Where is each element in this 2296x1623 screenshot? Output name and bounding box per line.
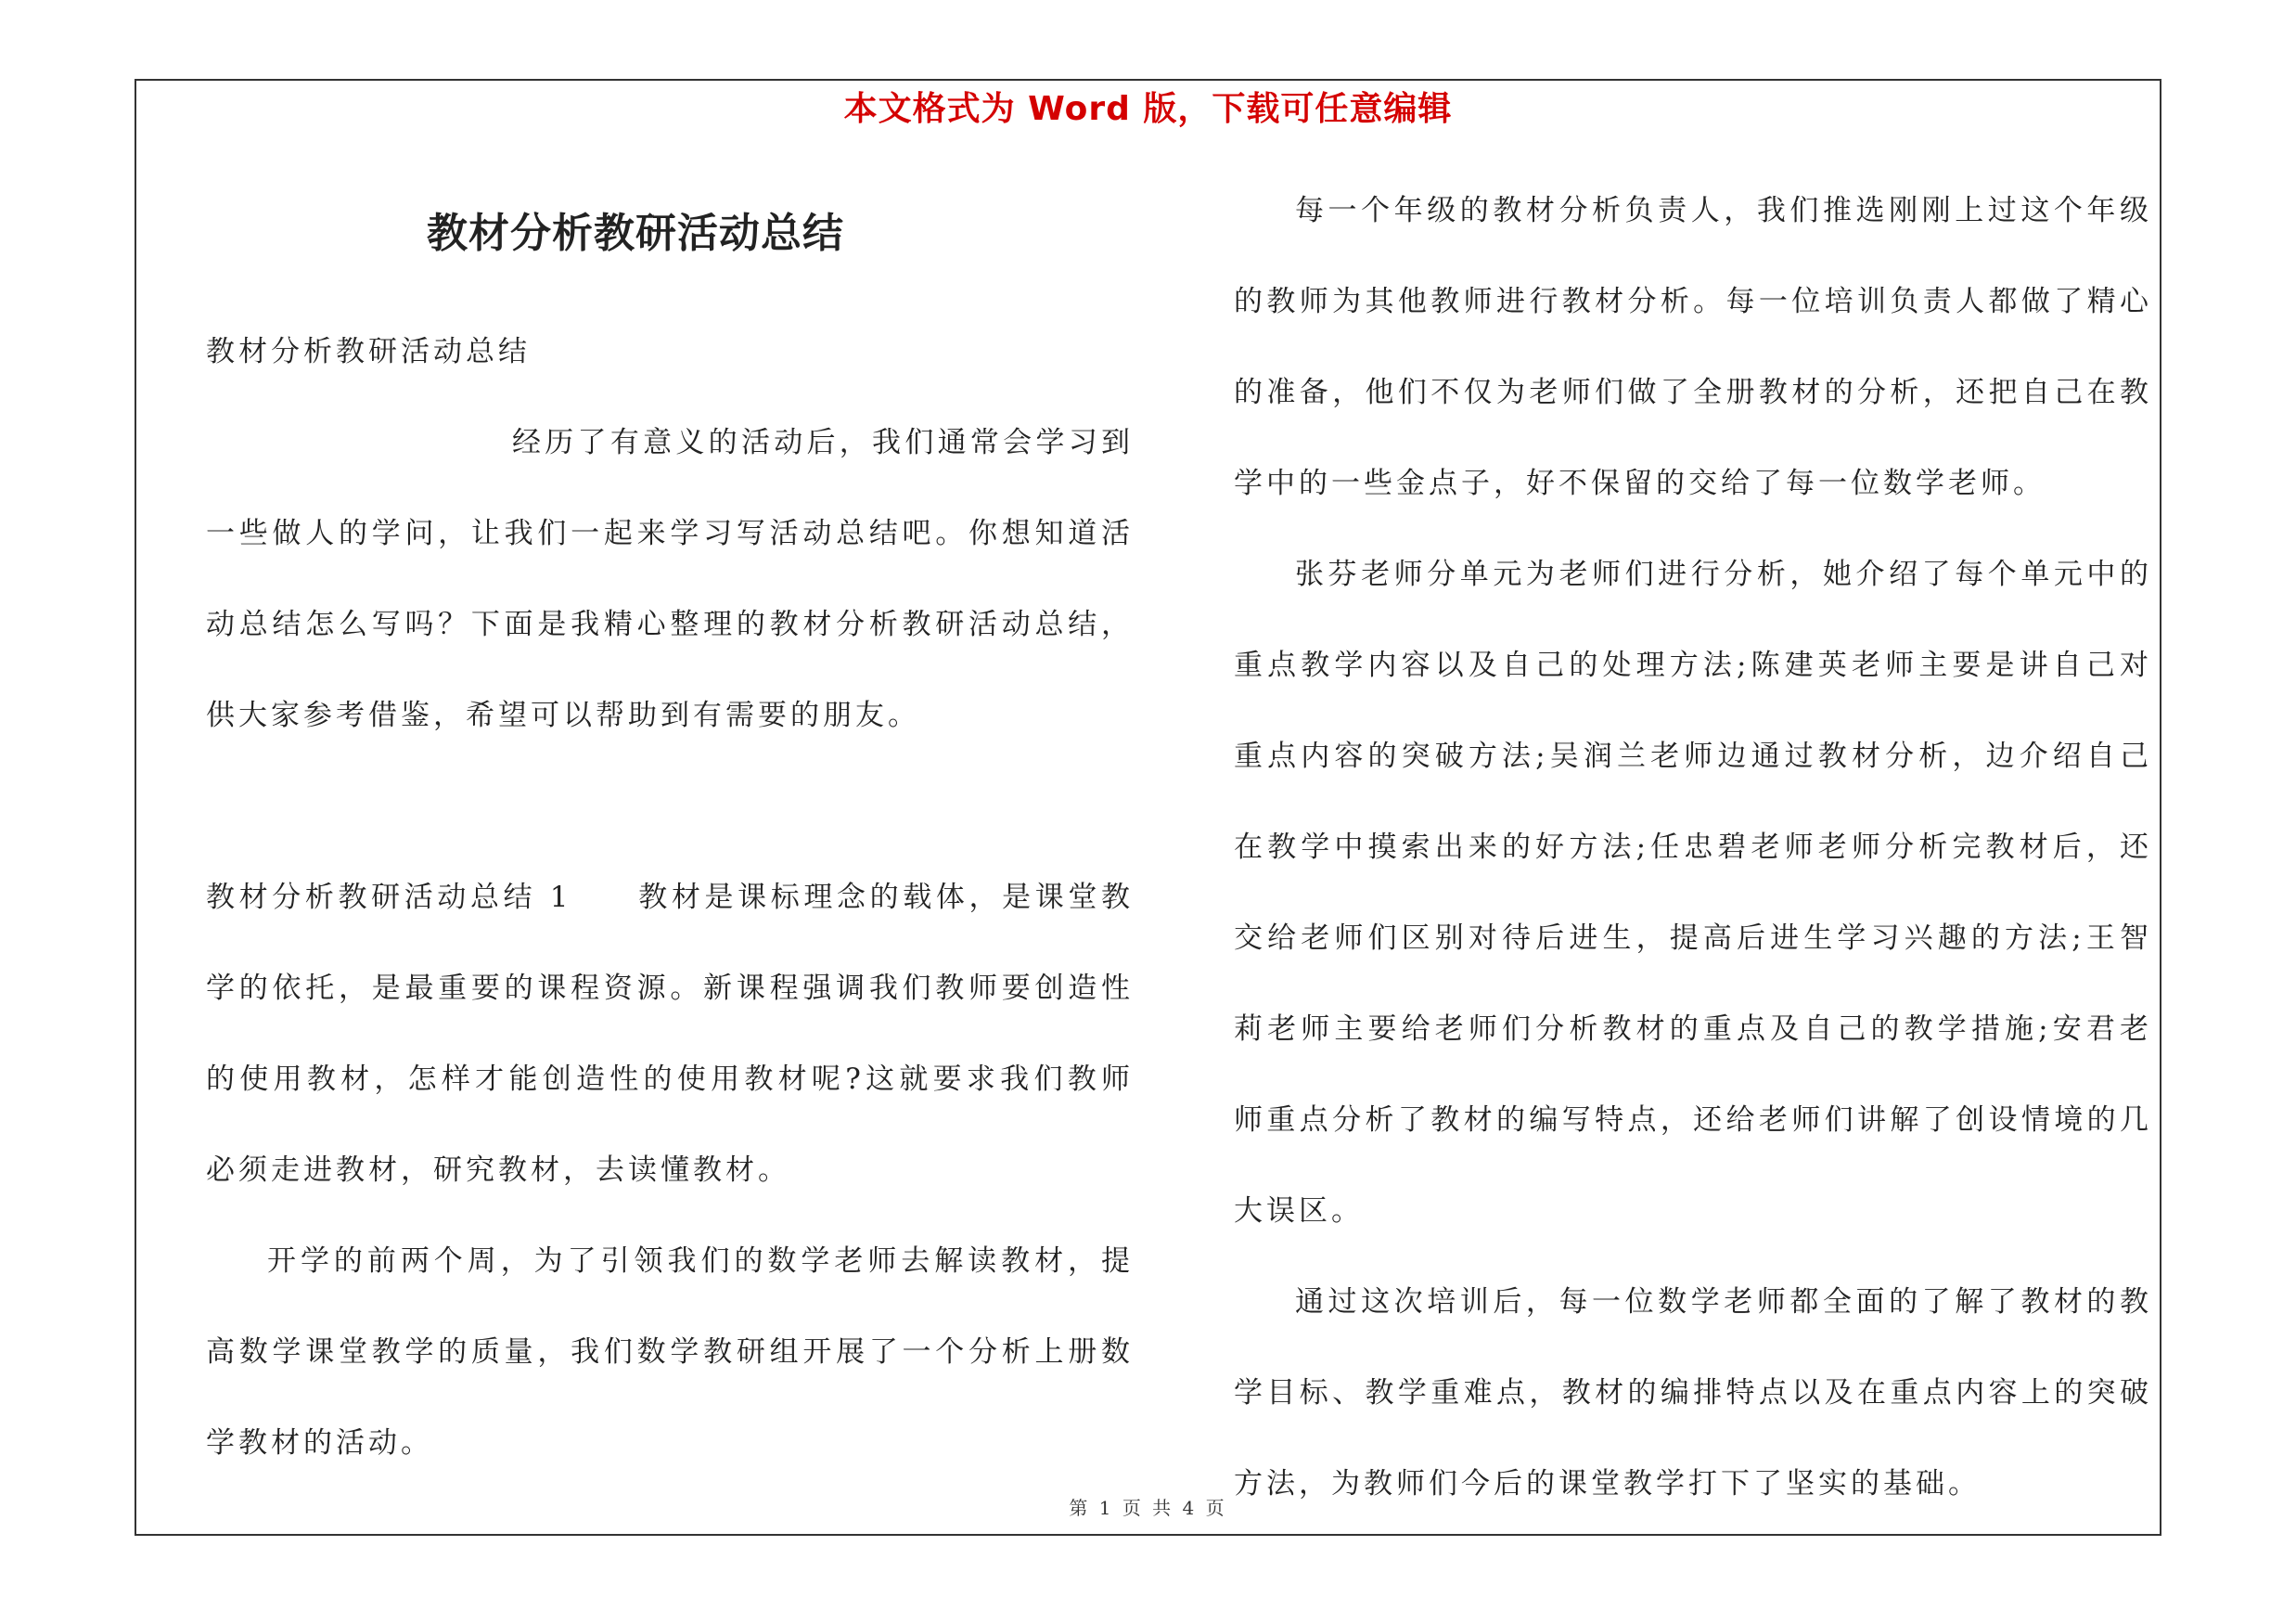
document-title: 教材分析教研活动总结: [427, 210, 844, 257]
left-column: [206, 306, 1134, 1488]
intro-paragraph: 经历了有意义的活动后，我们通常会学习到一些做人的学问，让我们一起来学习写活动总结吧。你想知道活动总结怎么写吗？下面是我精心整理的教材分析教研活动总结，供大家参考借鉴，希望可以帮助到有需要的朋友。: [206, 426, 1134, 732]
teachers-paragraph: 张芬老师分单元为老师们进行分析，她介绍了每个单元中的重点教学内容以及自己的处理方法;陈建英老师主要是讲自己对重点内容的突破方法;吴润兰老师边通过教材分析，边介绍自己在教学中摸索出来的好方法;任忠碧老师老师分析完教材后，还交给老师们区别对待后进生，提高后进生学习兴趣的方法;王智莉老师主要给老师们分析教材的重点及自己的教学措施;安君老师重点分析了教材的编写特点，还给老师们讲解了创设情境的几大误区。: [1234, 558, 2152, 1228]
right-column: [1234, 165, 2152, 1529]
spacer: [206, 761, 1134, 852]
format-banner: 本文格式为 Word 版，下载可任意编辑: [843, 90, 1453, 128]
selection-paragraph: 每一个年级的教材分析负责人，我们推选刚刚上过这个年级的教师为其他教师进行教材分析。每一位培训负责人都做了精心的准备，他们不仅为老师们做了全册教材的分析，还把自己在教学中的一些金点子，好不保留的交给了每一位数学老师。: [1234, 194, 2152, 500]
section-1-paragraph: 教材分析教研活动总结 1 教材是课标理念的载体，是课堂教学的依托，是最重要的课程资源。新课程强调我们教师要创造性的使用教材，怎样才能创造性的使用教材呢?这就要求我们教师必须走进教材，研究教材，去读懂教材。: [206, 881, 1134, 1187]
activity-paragraph: 开学的前两个周，为了引领我们的数学老师去解读教材，提高数学课堂教学的质量，我们数学教研组开展了一个分析上册数学教材的活动。: [206, 1244, 1134, 1460]
subtitle: 教材分析教研活动总结: [206, 335, 531, 368]
conclusion-paragraph: 通过这次培训后，每一位数学老师都全面的了解了教材的教学目标、教学重难点，教材的编排特点以及在重点内容上的突破方法，为教师们今后的课堂教学打下了坚实的基础。: [1234, 1285, 2152, 1501]
page-number: 第 1 页 共 4 页: [1069, 1497, 1227, 1519]
